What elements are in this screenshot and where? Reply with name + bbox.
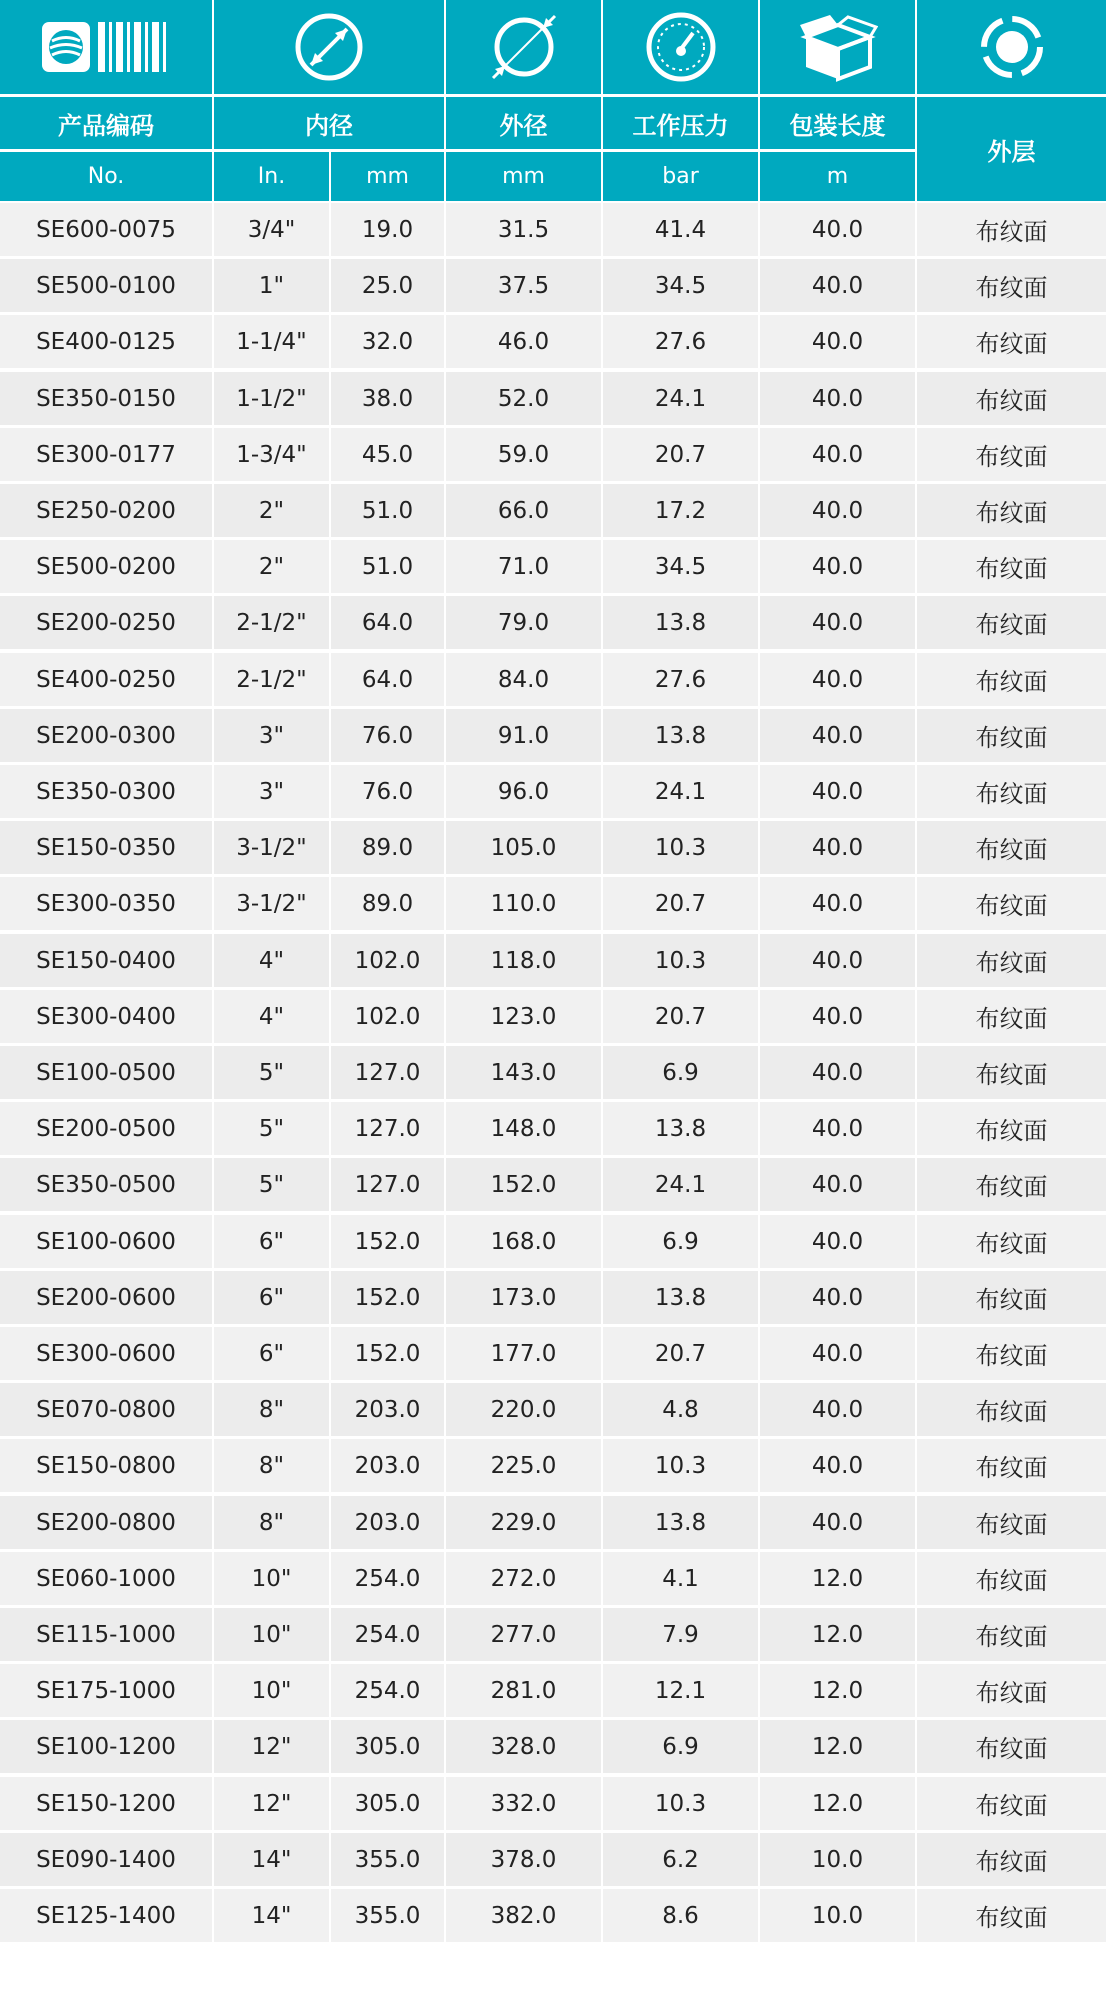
inner-diameter-mm-cell: 203.0 <box>331 1496 444 1549</box>
working-pressure-cell: 27.6 <box>603 315 758 368</box>
working-pressure-cell: 13.8 <box>603 709 758 762</box>
outer-layer-cell: 布纹面 <box>917 1664 1106 1717</box>
outer-diameter-mm-cell: 66.0 <box>446 484 601 537</box>
inner-diameter-inch-cell: 4" <box>214 934 329 987</box>
outer-diameter-mm-cell: 168.0 <box>446 1215 601 1268</box>
inner-diameter-inch-cell: 12" <box>214 1720 329 1773</box>
outer-diameter-column-header: 外径 <box>446 97 601 149</box>
working-pressure-cell: 12.1 <box>603 1664 758 1717</box>
working-pressure-cell: 10.3 <box>603 1439 758 1492</box>
product-code-cell: SE060-1000 <box>0 1552 212 1605</box>
working-pressure-cell: 41.4 <box>603 203 758 256</box>
product-code-cell: SE200-0800 <box>0 1496 212 1549</box>
inner-diameter-mm-cell: 127.0 <box>331 1046 444 1099</box>
table-row <box>0 1439 1106 1492</box>
table-row <box>0 1102 1106 1155</box>
product-code-cell: SE300-0600 <box>0 1327 212 1380</box>
inner-diameter-inch-cell: 8" <box>214 1383 329 1436</box>
table-row <box>0 1215 1106 1268</box>
outer-layer-cell: 布纹面 <box>917 1608 1106 1661</box>
outer-diameter-mm-cell: 110.0 <box>446 877 601 930</box>
table-row <box>0 1833 1106 1886</box>
inner-diameter-inch-cell: 3-1/2" <box>214 877 329 930</box>
outer-diameter-mm-cell: 143.0 <box>446 1046 601 1099</box>
inner-diameter-inch-cell: 4" <box>214 990 329 1043</box>
inner-diameter-mm-cell: 45.0 <box>331 428 444 481</box>
outer-layer-cell: 布纹面 <box>917 428 1106 481</box>
outer-layer-cell: 布纹面 <box>917 315 1106 368</box>
package-length-cell: 40.0 <box>760 315 915 368</box>
table-row <box>0 1720 1106 1773</box>
outer-layer-cell: 布纹面 <box>917 1439 1106 1492</box>
outer-layer-cell: 布纹面 <box>917 765 1106 818</box>
product-code-cell: SE150-0400 <box>0 934 212 987</box>
outer-diameter-mm-cell: 152.0 <box>446 1158 601 1211</box>
outer-diameter-mm-cell: 96.0 <box>446 765 601 818</box>
outer-diameter-mm-cell: 229.0 <box>446 1496 601 1549</box>
inner-diameter-inch-cell: 6" <box>214 1327 329 1380</box>
outer-diameter-mm-cell: 220.0 <box>446 1383 601 1436</box>
outer-layer-cell: 布纹面 <box>917 1889 1106 1942</box>
product-code-cell: SE150-0350 <box>0 821 212 874</box>
table-row <box>0 1777 1106 1830</box>
table-row <box>0 1383 1106 1436</box>
inner-diameter-inch-cell: 10" <box>214 1552 329 1605</box>
inner-diameter-inch-cell: 14" <box>214 1889 329 1942</box>
package-length-cell: 40.0 <box>760 1271 915 1324</box>
outer-layer-cell: 布纹面 <box>917 821 1106 874</box>
inner-diameter-inch-cell: 10" <box>214 1608 329 1661</box>
outer-diameter-mm-cell: 123.0 <box>446 990 601 1043</box>
brand-logo-icon <box>40 19 172 75</box>
pressure-gauge-icon <box>643 9 719 85</box>
inner-diameter-mm-cell: 254.0 <box>331 1552 444 1605</box>
inner-diameter-column-header: 内径 <box>214 97 444 149</box>
working-pressure-cell: 13.8 <box>603 596 758 649</box>
outer-diameter-mm-cell: 91.0 <box>446 709 601 762</box>
product-code-cell: SE100-0600 <box>0 1215 212 1268</box>
inner-diameter-inch-cell: 3" <box>214 765 329 818</box>
inner-diameter-inch-cell: 6" <box>214 1271 329 1324</box>
inner-diameter-inch-cell: 8" <box>214 1496 329 1549</box>
package-length-cell: 40.0 <box>760 653 915 706</box>
working-pressure-cell: 13.8 <box>603 1271 758 1324</box>
package-length-cell: 40.0 <box>760 1496 915 1549</box>
package-length-cell: 10.0 <box>760 1889 915 1942</box>
outer-layer-cell: 布纹面 <box>917 1833 1106 1886</box>
table-row <box>0 1158 1106 1211</box>
product-code-cell: SE350-0150 <box>0 372 212 425</box>
outer-layer-cell: 布纹面 <box>917 934 1106 987</box>
product-code-cell: SE600-0075 <box>0 203 212 256</box>
inner-diameter-mm-cell: 203.0 <box>331 1439 444 1492</box>
package-length-cell: 40.0 <box>760 596 915 649</box>
package-length-cell: 40.0 <box>760 428 915 481</box>
product-code-cell: SE150-0800 <box>0 1439 212 1492</box>
outer-diameter-mm-cell: 59.0 <box>446 428 601 481</box>
table-row <box>0 653 1106 706</box>
working-pressure-cell: 13.8 <box>603 1496 758 1549</box>
working-pressure-cell: 6.9 <box>603 1720 758 1773</box>
outer-layer-cell: 布纹面 <box>917 259 1106 312</box>
package-length-cell: 40.0 <box>760 1102 915 1155</box>
product-code-cell: SE175-1000 <box>0 1664 212 1717</box>
package-length-cell: 40.0 <box>760 765 915 818</box>
product-code-cell: SE150-1200 <box>0 1777 212 1830</box>
outer-diameter-mm-cell: 105.0 <box>446 821 601 874</box>
working-pressure-cell: 27.6 <box>603 653 758 706</box>
inner-diameter-inch-cell: 5" <box>214 1046 329 1099</box>
working-pressure-cell: 10.3 <box>603 821 758 874</box>
working-pressure-cell: 24.1 <box>603 372 758 425</box>
inner-diameter-inch-cell: 1-1/4" <box>214 315 329 368</box>
package-length-cell: 12.0 <box>760 1720 915 1773</box>
table-row <box>0 709 1106 762</box>
product-code-cell: SE500-0100 <box>0 259 212 312</box>
working-pressure-cell: 6.2 <box>603 1833 758 1886</box>
outer-diameter-mm-cell: 71.0 <box>446 540 601 593</box>
inner-diameter-mm-cell: 152.0 <box>331 1327 444 1380</box>
working-pressure-cell: 24.1 <box>603 1158 758 1211</box>
product-code-cell: SE125-1400 <box>0 1889 212 1942</box>
inner-diameter-inch-cell: 3" <box>214 709 329 762</box>
table-row <box>0 877 1106 930</box>
working-pressure-cell: 17.2 <box>603 484 758 537</box>
working-pressure-cell: 4.1 <box>603 1552 758 1605</box>
table-row <box>0 203 1106 256</box>
table-row <box>0 1889 1106 1942</box>
inner-diameter-mm-cell: 254.0 <box>331 1664 444 1717</box>
inner-diameter-mm-cell: 38.0 <box>331 372 444 425</box>
code-column-header: 产品编码 <box>0 97 212 149</box>
outer-diameter-mm-cell: 272.0 <box>446 1552 601 1605</box>
outer-diameter-mm-cell: 37.5 <box>446 259 601 312</box>
working-pressure-cell: 34.5 <box>603 540 758 593</box>
inner-diameter-mm-cell: 51.0 <box>331 484 444 537</box>
package-length-cell: 40.0 <box>760 1327 915 1380</box>
outer-diameter-mm-cell: 46.0 <box>446 315 601 368</box>
package-box-icon <box>798 11 878 83</box>
package-length-cell: 12.0 <box>760 1777 915 1830</box>
outer-layer-cell: 布纹面 <box>917 1327 1106 1380</box>
inner-diameter-mm-cell: 203.0 <box>331 1383 444 1436</box>
outer-diameter-mm-cell: 173.0 <box>446 1271 601 1324</box>
outer-diameter-mm-cell: 148.0 <box>446 1102 601 1155</box>
product-code-cell: SE200-0300 <box>0 709 212 762</box>
product-code-cell: SE350-0300 <box>0 765 212 818</box>
working-pressure-cell: 20.7 <box>603 1327 758 1380</box>
working-pressure-cell: 6.9 <box>603 1215 758 1268</box>
inner-diameter-inch-cell: 12" <box>214 1777 329 1830</box>
outer-layer-cell: 布纹面 <box>917 1552 1106 1605</box>
product-code-cell: SE090-1400 <box>0 1833 212 1886</box>
inner-diameter-inch-cell: 8" <box>214 1439 329 1492</box>
inner-diameter-mm-cell: 89.0 <box>331 821 444 874</box>
outer-diameter-mm-cell: 79.0 <box>446 596 601 649</box>
outer-diameter-mm-cell: 328.0 <box>446 1720 601 1773</box>
inner-diameter-inch-cell: 2" <box>214 540 329 593</box>
package-length-cell: 12.0 <box>760 1552 915 1605</box>
outer-layer-cell: 布纹面 <box>917 877 1106 930</box>
outer-layer-cell: 布纹面 <box>917 596 1106 649</box>
outer-diameter-mm-cell: 118.0 <box>446 934 601 987</box>
table-row <box>0 596 1106 649</box>
inner-diameter-icon-cell <box>214 0 444 94</box>
package-length-cell: 40.0 <box>760 877 915 930</box>
inner-diameter-mm-cell: 254.0 <box>331 1608 444 1661</box>
product-code-cell: SE200-0500 <box>0 1102 212 1155</box>
table-row <box>0 1271 1106 1324</box>
working-pressure-cell: 20.7 <box>603 990 758 1043</box>
inner-diameter-mm-cell: 305.0 <box>331 1720 444 1773</box>
table-row <box>0 484 1106 537</box>
outer-layer-cell: 布纹面 <box>917 484 1106 537</box>
inner-diameter-mm-cell: 64.0 <box>331 653 444 706</box>
outer-layer-cell: 布纹面 <box>917 372 1106 425</box>
package-box-icon-cell <box>760 0 915 94</box>
inner-diameter-mm-cell: 152.0 <box>331 1271 444 1324</box>
inner-diameter-mm-cell: 76.0 <box>331 765 444 818</box>
outer-layer-cell: 布纹面 <box>917 1720 1106 1773</box>
hose-layer-icon <box>978 13 1046 81</box>
inner-diameter-mm-cell: 51.0 <box>331 540 444 593</box>
product-code-cell: SE200-0250 <box>0 596 212 649</box>
outer-diameter-icon-cell <box>446 0 601 94</box>
inner-diameter-mm-cell: 127.0 <box>331 1158 444 1211</box>
inner-diameter-inch-cell: 10" <box>214 1664 329 1717</box>
product-code-cell: SE070-0800 <box>0 1383 212 1436</box>
unit-no: No. <box>0 152 212 201</box>
outer-layer-cell: 布纹面 <box>917 709 1106 762</box>
pressure-column-header: 工作压力 <box>603 97 758 149</box>
table-row <box>0 765 1106 818</box>
table-row <box>0 1496 1106 1549</box>
product-code-cell: SE300-0177 <box>0 428 212 481</box>
table-row <box>0 990 1106 1043</box>
product-code-cell: SE400-0250 <box>0 653 212 706</box>
outer-diameter-mm-cell: 281.0 <box>446 1664 601 1717</box>
inner-diameter-icon <box>291 9 367 85</box>
outer-diameter-mm-cell: 177.0 <box>446 1327 601 1380</box>
product-code-cell: SE115-1000 <box>0 1608 212 1661</box>
inner-diameter-mm-cell: 25.0 <box>331 259 444 312</box>
package-length-cell: 40.0 <box>760 484 915 537</box>
inner-diameter-inch-cell: 2-1/2" <box>214 653 329 706</box>
outer-layer-cell: 布纹面 <box>917 990 1106 1043</box>
inner-diameter-inch-cell: 1-1/2" <box>214 372 329 425</box>
inner-diameter-inch-cell: 3/4" <box>214 203 329 256</box>
inner-diameter-inch-cell: 2-1/2" <box>214 596 329 649</box>
inner-diameter-mm-cell: 64.0 <box>331 596 444 649</box>
package-length-cell: 40.0 <box>760 1215 915 1268</box>
product-code-cell: SE200-0600 <box>0 1271 212 1324</box>
product-code-cell: SE300-0400 <box>0 990 212 1043</box>
table-row <box>0 821 1106 874</box>
product-code-cell: SE500-0200 <box>0 540 212 593</box>
brand-logo-cell <box>0 0 212 94</box>
table-row <box>0 934 1106 987</box>
outer-diameter-mm-cell: 332.0 <box>446 1777 601 1830</box>
unit-mm-outer: mm <box>446 152 601 201</box>
inner-diameter-mm-cell: 76.0 <box>331 709 444 762</box>
outer-diameter-mm-cell: 225.0 <box>446 1439 601 1492</box>
inner-diameter-mm-cell: 89.0 <box>331 877 444 930</box>
outer-layer-cell: 布纹面 <box>917 540 1106 593</box>
outer-layer-cell: 布纹面 <box>917 1158 1106 1211</box>
inner-diameter-mm-cell: 355.0 <box>331 1833 444 1886</box>
package-length-cell: 40.0 <box>760 821 915 874</box>
inner-diameter-mm-cell: 32.0 <box>331 315 444 368</box>
package-length-cell: 40.0 <box>760 540 915 593</box>
unit-m: m <box>760 152 915 201</box>
outer-layer-cell: 布纹面 <box>917 653 1106 706</box>
unit-inch: In. <box>214 152 329 201</box>
table-row <box>0 259 1106 312</box>
working-pressure-cell: 13.8 <box>603 1102 758 1155</box>
outer-layer-cell: 布纹面 <box>917 203 1106 256</box>
inner-diameter-inch-cell: 1-3/4" <box>214 428 329 481</box>
package-length-cell: 40.0 <box>760 372 915 425</box>
package-length-cell: 40.0 <box>760 259 915 312</box>
working-pressure-cell: 8.6 <box>603 1889 758 1942</box>
table-row <box>0 428 1106 481</box>
outer-diameter-mm-cell: 84.0 <box>446 653 601 706</box>
package-length-cell: 40.0 <box>760 1439 915 1492</box>
outer-layer-cell: 布纹面 <box>917 1102 1106 1155</box>
table-row <box>0 1327 1106 1380</box>
working-pressure-cell: 10.3 <box>603 1777 758 1830</box>
table-row <box>0 1664 1106 1717</box>
inner-diameter-inch-cell: 5" <box>214 1158 329 1211</box>
package-length-cell: 12.0 <box>760 1608 915 1661</box>
working-pressure-cell: 10.3 <box>603 934 758 987</box>
outer-diameter-mm-cell: 382.0 <box>446 1889 601 1942</box>
inner-diameter-inch-cell: 3-1/2" <box>214 821 329 874</box>
unit-mm-inner: mm <box>331 152 444 201</box>
product-code-cell: SE350-0500 <box>0 1158 212 1211</box>
working-pressure-cell: 34.5 <box>603 259 758 312</box>
inner-diameter-inch-cell: 1" <box>214 259 329 312</box>
working-pressure-cell: 20.7 <box>603 428 758 481</box>
inner-diameter-mm-cell: 127.0 <box>331 1102 444 1155</box>
package-length-cell: 40.0 <box>760 203 915 256</box>
inner-diameter-inch-cell: 5" <box>214 1102 329 1155</box>
outer-layer-cell: 布纹面 <box>917 1383 1106 1436</box>
length-column-header: 包装长度 <box>760 97 915 149</box>
package-length-cell: 40.0 <box>760 1046 915 1099</box>
product-code-cell: SE100-1200 <box>0 1720 212 1773</box>
product-code-cell: SE300-0350 <box>0 877 212 930</box>
inner-diameter-inch-cell: 14" <box>214 1833 329 1886</box>
layer-column-header: 外层 <box>917 97 1106 201</box>
package-length-cell: 40.0 <box>760 709 915 762</box>
outer-layer-cell: 布纹面 <box>917 1215 1106 1268</box>
unit-bar: bar <box>603 152 758 201</box>
inner-diameter-mm-cell: 355.0 <box>331 1889 444 1942</box>
outer-diameter-mm-cell: 378.0 <box>446 1833 601 1886</box>
package-length-cell: 40.0 <box>760 990 915 1043</box>
inner-diameter-inch-cell: 2" <box>214 484 329 537</box>
package-length-cell: 10.0 <box>760 1833 915 1886</box>
inner-diameter-mm-cell: 19.0 <box>331 203 444 256</box>
table-row <box>0 540 1106 593</box>
inner-diameter-inch-cell: 6" <box>214 1215 329 1268</box>
inner-diameter-mm-cell: 102.0 <box>331 934 444 987</box>
product-code-cell: SE250-0200 <box>0 484 212 537</box>
pressure-gauge-icon-cell <box>603 0 758 94</box>
outer-layer-cell: 布纹面 <box>917 1271 1106 1324</box>
package-length-cell: 40.0 <box>760 1158 915 1211</box>
working-pressure-cell: 24.1 <box>603 765 758 818</box>
package-length-cell: 40.0 <box>760 934 915 987</box>
outer-layer-cell: 布纹面 <box>917 1496 1106 1549</box>
outer-layer-cell: 布纹面 <box>917 1046 1106 1099</box>
package-length-cell: 12.0 <box>760 1664 915 1717</box>
working-pressure-cell: 7.9 <box>603 1608 758 1661</box>
inner-diameter-mm-cell: 152.0 <box>331 1215 444 1268</box>
package-length-cell: 40.0 <box>760 1383 915 1436</box>
table-row <box>0 1552 1106 1605</box>
outer-diameter-mm-cell: 52.0 <box>446 372 601 425</box>
hose-layer-icon-cell <box>917 0 1106 94</box>
table-row <box>0 372 1106 425</box>
inner-diameter-mm-cell: 305.0 <box>331 1777 444 1830</box>
outer-diameter-icon <box>483 6 565 88</box>
table-row <box>0 1046 1106 1099</box>
table-row <box>0 1608 1106 1661</box>
outer-layer-cell: 布纹面 <box>917 1777 1106 1830</box>
product-code-cell: SE100-0500 <box>0 1046 212 1099</box>
outer-diameter-mm-cell: 277.0 <box>446 1608 601 1661</box>
product-code-cell: SE400-0125 <box>0 315 212 368</box>
working-pressure-cell: 6.9 <box>603 1046 758 1099</box>
table-row <box>0 315 1106 368</box>
inner-diameter-mm-cell: 102.0 <box>331 990 444 1043</box>
outer-diameter-mm-cell: 31.5 <box>446 203 601 256</box>
working-pressure-cell: 4.8 <box>603 1383 758 1436</box>
working-pressure-cell: 20.7 <box>603 877 758 930</box>
